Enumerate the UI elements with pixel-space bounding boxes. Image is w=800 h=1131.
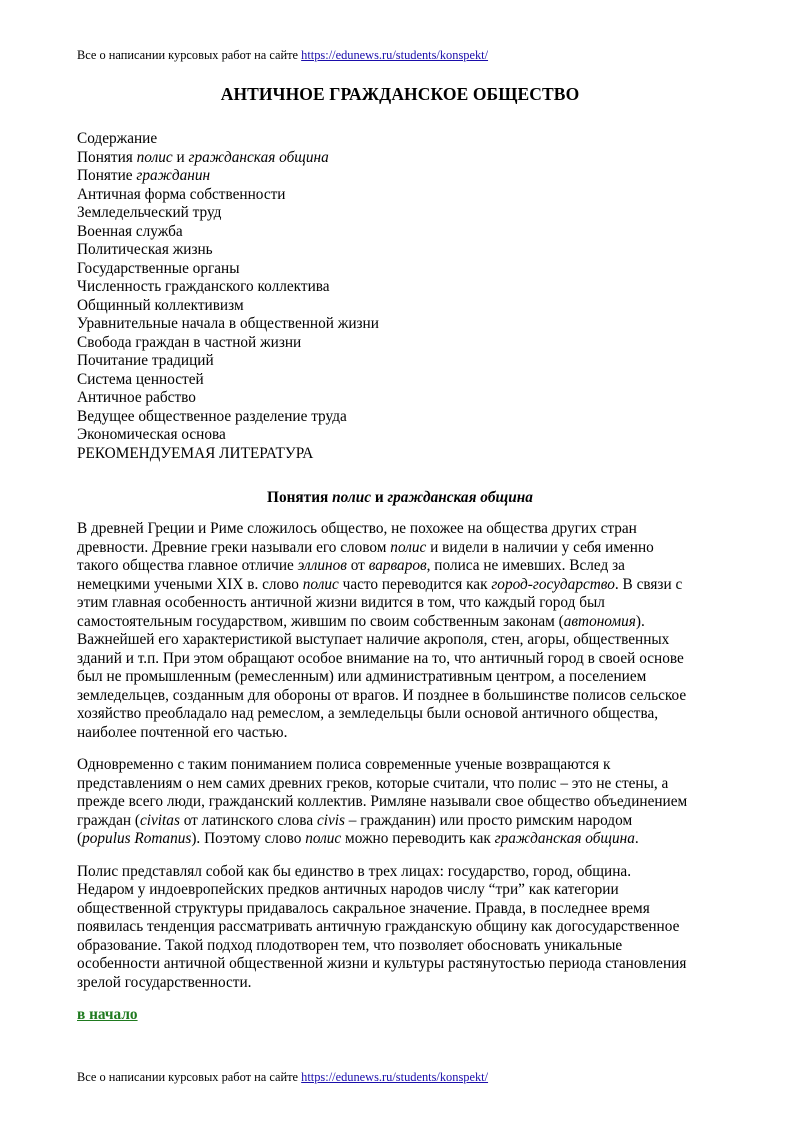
toc-item[interactable]: Уравнительные начала в общественной жизни <box>77 315 379 332</box>
toc-item[interactable]: РЕКОМЕНДУЕМАЯ ЛИТЕРАТУРА <box>77 444 314 462</box>
toc-item[interactable]: Понятие гражданин <box>77 167 211 184</box>
toc-item[interactable]: Система ценностей <box>77 370 204 388</box>
toc-item[interactable]: Военная служба <box>77 222 183 240</box>
toc-item[interactable]: Общинный коллективизм <box>77 296 244 314</box>
toc-item[interactable]: Политическая жизнь <box>77 241 213 258</box>
toc-item[interactable]: Ведущее общественное разделение труда <box>77 407 347 425</box>
page-footer <box>77 1070 488 1085</box>
back-to-top-link[interactable]: в начало <box>77 1006 138 1023</box>
header-text: Все о написании курсовых работ на сайте <box>77 48 299 62</box>
toc-item[interactable]: Государственные органы <box>77 259 240 277</box>
toc-heading: Содержание <box>77 130 158 147</box>
section-body <box>77 520 727 1006</box>
toc-item[interactable]: Понятия полис и гражданская община <box>77 148 329 166</box>
toc-item[interactable]: Земледельческий труд <box>77 204 222 221</box>
toc-item[interactable]: Античная форма собственности <box>77 185 286 203</box>
paragraph-1: В древней Греции и Риме сложилось общество, не похожее на общества других стран древности. Древние греки называли его словом полис и видели в наличии у себя именно такого общества главное отличие эллинов от варваров, полиса не имевших. Вслед за немецкими учеными XIX в. слово полис часто переводится как город-государство. В связи с этим главная особенность античной жизни видится в том, что каждый город был самостоятельным государством, жившим по своим собственным законам (автономия). Важнейшей его характеристикой выступает наличие акрополя, стен, агоры, общественных зданий и т.п. При этом обращают особое внимание на то, что античный город в своей основе был не промышленным (ремесленным) или административным центром, а поселением земледельцев, созданным для обороны от врагов. И позднее в большинстве полисов сельское хозяйство преобладало над ремеслом, а земледельцы были основой античного общества, наиболее почтенной его частью. <box>77 520 687 741</box>
page-header <box>77 48 488 63</box>
table-of-contents <box>77 130 379 463</box>
document-title: АНТИЧНОЕ ГРАЖДАНСКОЕ ОБЩЕСТВО <box>220 84 580 104</box>
toc-item[interactable]: Численность гражданского коллектива <box>77 278 330 295</box>
toc-item[interactable]: Почитание традиций <box>77 352 214 369</box>
footer-text: Все о написании курсовых работ на сайте <box>77 1070 299 1084</box>
paragraph-3: Полис представлял собой как бы единство в трех лицах: государство, город, община. Недаром у индоевропейских предков античных народов числу “три” как категории общественной структуры придавалось сакральное значение. Правда, в последнее время появилась тенденция рассматривать античную гражданскую общину как догосударственное образование. Такой подход плодотворен тем, что позволяет обосновать уникальные особенности античной общественной жизни и культуры растянутостью периода становления зрелой государственности. <box>77 862 687 991</box>
toc-item[interactable]: Античное рабство <box>77 389 196 406</box>
header-link[interactable]: https://edunews.ru/students/konspekt/ <box>301 48 489 62</box>
section-heading: Понятия полис и гражданская община <box>267 489 533 506</box>
footer-link[interactable]: https://edunews.ru/students/konspekt/ <box>301 1070 489 1084</box>
toc-item[interactable]: Экономическая основа <box>77 426 226 443</box>
toc-item[interactable]: Свобода граждан в частной жизни <box>77 333 302 351</box>
paragraph-2: Одновременно с таким пониманием полиса современные ученые возвращаются к представлениям о нем самих древних греков, которые считали, что полис – это не стены, а прежде всего люди, гражданский коллектив. Римляне называли свое общество объединением граждан (civitas от латинского слова civis – гражданин) или просто римским народом (populus Romanus). Поэтому слово полис можно переводить как гражданская община. <box>77 756 688 847</box>
